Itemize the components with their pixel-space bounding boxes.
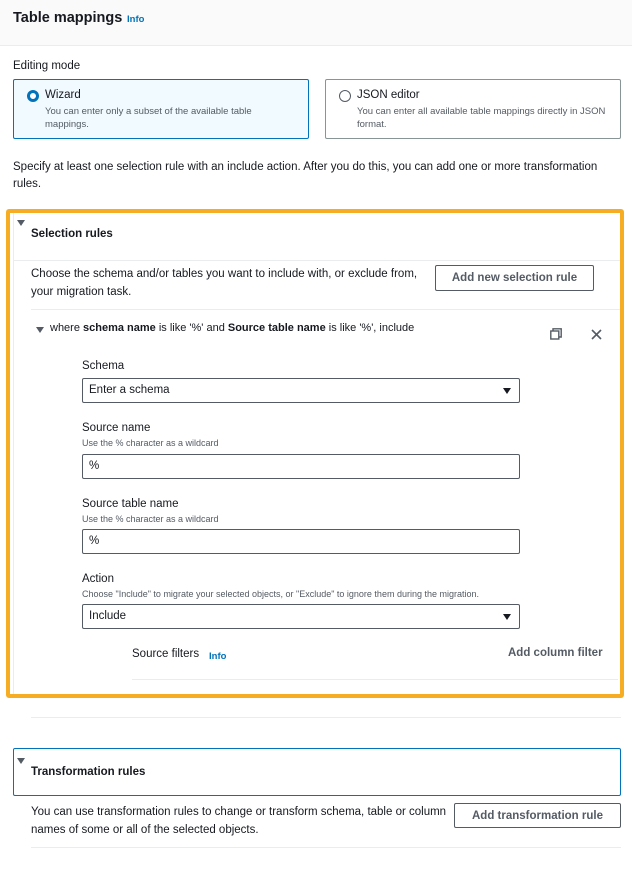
source-filters-label: Source filters <box>132 648 200 660</box>
transformation-rules-title: Transformation rules <box>31 766 146 778</box>
radio-icon[interactable] <box>339 90 351 102</box>
source-table-name-hint: Use the % character as a wildcard <box>82 514 219 524</box>
action-select-value: Include <box>89 610 127 622</box>
selection-rules-title: Selection rules <box>31 228 113 240</box>
add-selection-rule-button[interactable]: Add new selection rule <box>435 265 594 291</box>
divider <box>31 309 621 310</box>
rule-summary-prefix: where <box>50 322 80 334</box>
divider <box>31 717 621 718</box>
rule-summary-table: Source table name <box>227 322 326 334</box>
divider <box>31 847 621 848</box>
source-table-name-input[interactable]: % <box>82 529 520 554</box>
wizard-option-tile[interactable] <box>13 79 309 139</box>
rule-summary[interactable] <box>50 322 414 334</box>
editing-mode-label: Editing mode <box>13 60 81 72</box>
title-info-link[interactable]: Info <box>127 14 145 25</box>
schema-label: Schema <box>82 360 125 372</box>
action-hint: Choose "Include" to migrate your selected objects, or "Exclude" to ignore them during the migration. <box>82 589 479 599</box>
schema-select-value: Enter a schema <box>89 384 170 396</box>
json-editor-option-tile[interactable] <box>325 79 621 139</box>
page-title: Table mappings <box>13 10 123 26</box>
add-transformation-rule-button[interactable]: Add transformation rule <box>454 803 621 828</box>
rule-summary-mid: is like '%' and <box>158 322 225 334</box>
source-name-hint: Use the % character as a wildcard <box>82 438 219 448</box>
json-editor-option-title: JSON editor <box>357 89 420 101</box>
rule-summary-schema: schema name <box>83 322 156 334</box>
schema-select[interactable] <box>82 378 520 403</box>
instructions-text: Specify at least one selection rule with an include action. After you do this, you can add one or more transformation rules. <box>13 161 598 190</box>
add-column-filter-link[interactable]: Add column filter <box>508 647 603 659</box>
caret-down-icon[interactable] <box>17 220 25 226</box>
close-icon[interactable] <box>591 329 602 343</box>
divider <box>13 260 621 261</box>
divider <box>132 679 618 680</box>
action-select[interactable] <box>82 604 520 629</box>
action-label: Action <box>82 573 114 585</box>
select-arrow-icon <box>503 614 511 620</box>
wizard-option-title: Wizard <box>45 89 81 101</box>
caret-down-icon[interactable] <box>36 327 44 333</box>
transformation-rules-description: You can use transformation rules to change or transform schema, table or column names of some or all of the selected objects. <box>31 806 447 836</box>
json-editor-option-description: You can enter all available table mappings directly in JSON format. <box>357 106 606 130</box>
wizard-option-description: You can enter only a subset of the available table mappings. <box>45 106 252 130</box>
copy-icon[interactable] <box>550 328 562 343</box>
source-name-label: Source name <box>82 422 151 434</box>
page-header <box>0 0 632 46</box>
select-arrow-icon <box>503 388 511 394</box>
rule-summary-end: is like '%', include <box>328 322 415 334</box>
source-filters-info-link[interactable]: Info <box>209 651 227 662</box>
source-table-name-label: Source table name <box>82 498 179 510</box>
selection-rules-description: Choose the schema and/or tables you want to include with, or exclude from, your migration task. <box>31 268 418 298</box>
source-name-input[interactable]: % <box>82 454 520 479</box>
radio-icon[interactable] <box>27 90 39 102</box>
caret-down-icon[interactable] <box>17 758 25 764</box>
